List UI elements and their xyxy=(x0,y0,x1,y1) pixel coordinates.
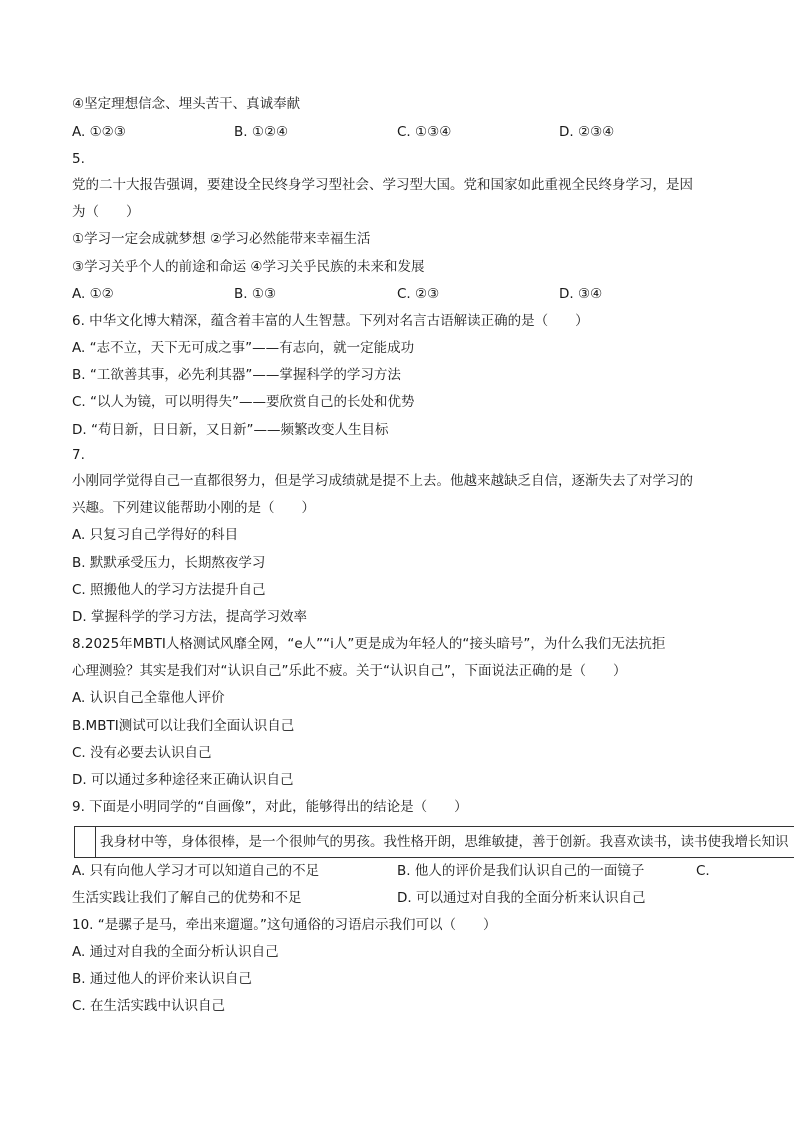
q5-option-a: A. ①② xyxy=(72,286,114,302)
q7-option-a: A. 只复习自己学得好的科目 xyxy=(72,527,239,543)
q8-option-a: A. 认识自己全靠他人评价 xyxy=(72,690,225,706)
q4-option-b: B. ①②④ xyxy=(234,124,289,140)
q6-option-b: B. “工欲善其事，必先利其器”——掌握科学的学习方法 xyxy=(72,367,401,383)
q5-option-c: C. ②③ xyxy=(397,286,440,302)
q4-option-c: C. ①③④ xyxy=(397,124,452,140)
q8-stem-line2: 心理测验？其实是我们对“认识自己”乐此不疲。关于“认识自己”，下面说法正确的是（ ） xyxy=(72,663,627,679)
q4-option-a: A. ①②③ xyxy=(72,124,126,140)
q8-option-d: D. 可以通过多种途径来正确认识自己 xyxy=(72,772,294,788)
q7-option-d: D. 掌握科学的学习方法，提高学习效率 xyxy=(72,609,307,625)
q7-number: 7. xyxy=(72,447,85,463)
q10-option-a: A. 通过对自我的全面分析认识自己 xyxy=(72,944,279,960)
q4-option-d: D. ②③④ xyxy=(559,124,615,140)
q7-option-b: B. 默默承受压力，长期熬夜学习 xyxy=(72,555,266,571)
q6-option-a: A. “志不立，天下无可成之事”——有志向，就一定能成功 xyxy=(72,340,415,356)
q9-option-b: B. 他人的评价是我们认识自己的一面镜子 xyxy=(397,863,645,879)
q5-number: 5. xyxy=(72,151,85,167)
q9-stem: 9. 下面是小明同学的“自画像”，对此，能够得出的结论是（ ） xyxy=(72,799,468,815)
q6-option-d: D. “苟日新，日日新，又日新”——频繁改变人生目标 xyxy=(72,422,389,438)
q7-option-c: C. 照搬他人的学习方法提升自己 xyxy=(72,582,266,598)
self-portrait-box xyxy=(74,826,794,858)
q5-option-d: D. ③④ xyxy=(559,286,603,302)
q8-option-b: B.MBTI测试可以让我们全面认识自己 xyxy=(72,718,295,734)
q5-stem-line1: 党的二十大报告强调，要建设全民终身学习型社会、学习型大国。党和国家如此重视全民终身学习，是因 xyxy=(72,177,693,193)
q7-stem-line1: 小刚同学觉得自己一直都很努力，但是学习成绩就是提不上去。他越来越缺乏自信，逐渐失去了对学习的 xyxy=(72,473,693,489)
q9-option-c-label: C. xyxy=(696,863,710,879)
q10-stem: 10. “是骡子是马，牵出来遛遛。”这句通俗的习语启示我们可以（ ） xyxy=(72,917,497,933)
q5-stem-line2: 为（ ） xyxy=(72,204,140,220)
q9-option-c-text: 生活实践让我们了解自己的优势和不足 xyxy=(72,890,302,906)
q6-option-c: C. “以人为镜，可以明得失”——要欣赏自己的长处和优势 xyxy=(72,394,415,410)
q10-option-c: C. 在生活实践中认识自己 xyxy=(72,998,226,1014)
q5-items-line2: ③学习关乎个人的前途和命运 ④学习关乎民族的未来和发展 xyxy=(72,259,425,275)
q6-stem: 6. 中华文化博大精深，蕴含着丰富的人生智慧。下列对名言古语解读正确的是（ ） xyxy=(72,313,589,329)
q8-stem-line1: 8.2025年MBTI人格测试风靡全网，“e人”“i人”更是成为年轻人的“接头暗号”，为什么我们无法抗拒 xyxy=(72,636,666,652)
q5-option-b: B. ①③ xyxy=(234,286,277,302)
self-portrait-text: 我身材中等，身体很棒，是一个很帅气的男孩。我性格开朗，思维敏捷，善于创新。我喜欢读书，读书使我增长知识 xyxy=(95,827,789,857)
q8-option-c: C. 没有必要去认识自己 xyxy=(72,745,212,761)
q9-option-d: D. 可以通过对自我的全面分析来认识自己 xyxy=(397,890,646,906)
q5-items-line1: ①学习一定会成就梦想 ②学习必然能带来幸福生活 xyxy=(72,231,371,247)
q4-item-4: ④坚定理想信念、埋头苦干、真诚奉献 xyxy=(72,96,301,112)
q9-option-a: A. 只有向他人学习才可以知道自己的不足 xyxy=(72,863,320,879)
q10-option-b: B. 通过他人的评价来认识自己 xyxy=(72,971,252,987)
q7-stem-line2: 兴趣。下列建议能帮助小刚的是（ ） xyxy=(72,500,315,516)
